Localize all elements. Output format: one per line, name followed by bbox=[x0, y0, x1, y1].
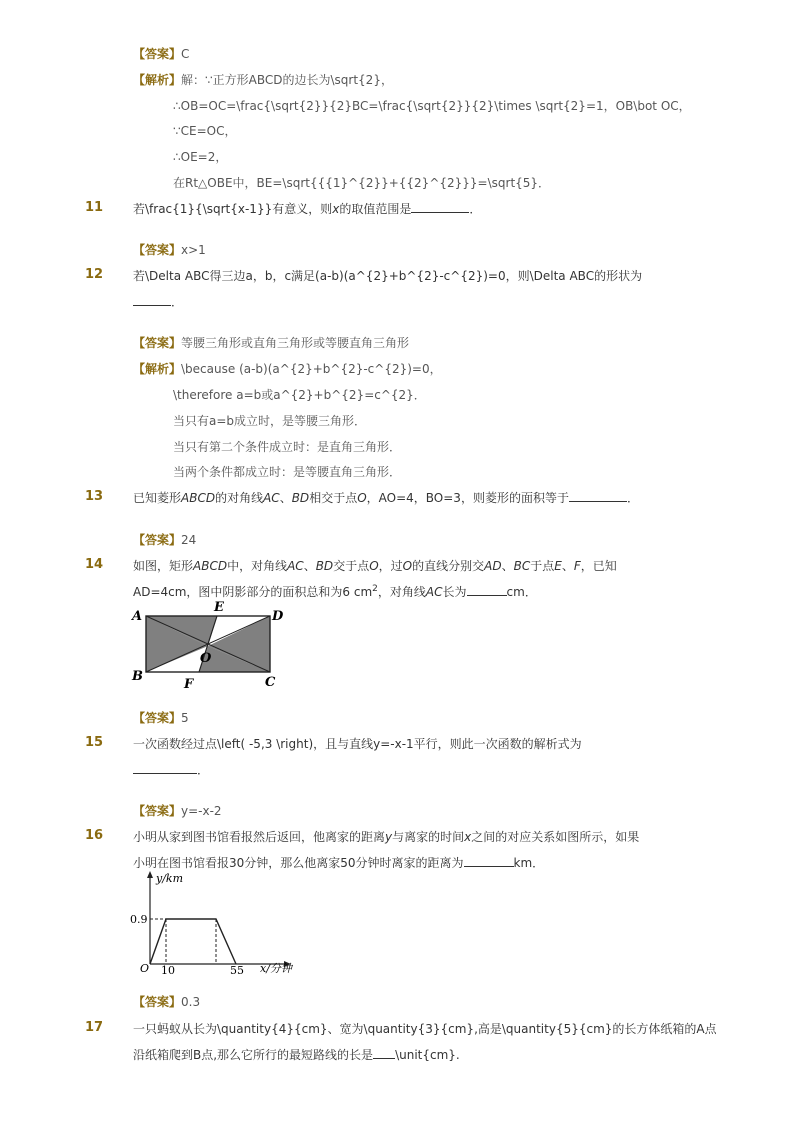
label-f: F bbox=[184, 677, 194, 692]
answer-blank bbox=[411, 202, 469, 213]
question-text: 如图，矩形ABCD中，对角线AC、BD交于点O，过O的直线分别交AD、BC于点E、F，已知 bbox=[133, 559, 617, 573]
answer-text: 24 bbox=[181, 533, 197, 547]
distance-line bbox=[150, 919, 236, 964]
answer-tag: 【答案】 bbox=[133, 711, 182, 725]
y-axis-label: y/km bbox=[156, 872, 184, 885]
analysis-line: 当只有第二个条件成立时：是直角三角形． bbox=[173, 440, 402, 454]
answer-text: x>1 bbox=[181, 243, 206, 257]
answer-tag: 【答案】 bbox=[133, 47, 182, 61]
analysis-line: \therefore a=b或a^{2}+b^{2}=c^{2}． bbox=[173, 388, 426, 402]
analysis-line: 当两个条件都成立时：是等腰直角三角形． bbox=[173, 465, 402, 479]
analysis-line: 当只有a=b成立时，是等腰三角形． bbox=[173, 414, 367, 428]
label-b: B bbox=[132, 669, 143, 684]
analysis-tag: 【解析】 bbox=[133, 73, 182, 87]
question-text: 已知菱形ABCD的对角线AC、BD相交于点O，AO=4，BO=3，则菱形的面积等于 ． bbox=[133, 491, 639, 505]
question-text: 一次函数经过点\left( -5,3 \right)，且与直线y=-x-1平行，则此一次函数的解析式为 bbox=[133, 737, 582, 751]
answer-tag: 【答案】 bbox=[133, 995, 182, 1009]
answer-text: 等腰三角形或直角三角形或等腰直角三角形 bbox=[181, 336, 410, 350]
answer-tag: 【答案】 bbox=[133, 336, 182, 350]
y-tick-label: 0.9 bbox=[130, 913, 148, 926]
analysis-line: ∴OB=OC=\frac{\sqrt{2}}{2}BC=\frac{\sqrt{2}}{2}\times \sqrt{2}=1，OB\bot OC， bbox=[173, 99, 691, 113]
analysis-line: 在Rt△OBE中，BE=\sqrt{{{1}^{2}}+{{2}^{2}}}=\sqrt{5}． bbox=[173, 176, 551, 190]
answer-blank bbox=[373, 1048, 395, 1059]
answer-text: C bbox=[181, 47, 190, 61]
question-text: 小明从家到图书馆看报然后返回，他离家的距离y与离家的时间x之间的对应关系如图所示，如果 bbox=[133, 830, 640, 844]
answer-blank bbox=[133, 763, 197, 774]
rectangle-diagram bbox=[128, 600, 288, 692]
label-c: C bbox=[265, 675, 276, 690]
distance-time-graph bbox=[128, 868, 300, 980]
analysis-line: ∴OE=2， bbox=[173, 150, 228, 164]
answer-text: 0.3 bbox=[181, 995, 201, 1009]
answer-blank bbox=[569, 491, 627, 502]
label-e: E bbox=[214, 600, 224, 615]
question-text: 一只蚂蚁从长为\quantity{4}{cm}、宽为\quantity{3}{cm},高是\quantity{5}{cm}的长方体纸箱的A点 bbox=[133, 1022, 717, 1036]
analysis-line: \because (a-b)(a^{2}+b^{2}-c^{2})=0， bbox=[181, 362, 442, 376]
analysis-tag: 【解析】 bbox=[133, 362, 182, 376]
answer-tag: 【答案】 bbox=[133, 804, 182, 818]
question-number: 11 bbox=[85, 200, 104, 215]
question-number: 12 bbox=[85, 267, 104, 282]
answer-tag: 【答案】 bbox=[133, 533, 182, 547]
question-number: 14 bbox=[85, 557, 104, 572]
analysis-line: 解：∵正方形ABCD的边长为\sqrt{2}， bbox=[181, 73, 393, 87]
question-number: 13 bbox=[85, 489, 104, 504]
origin-label: O bbox=[140, 962, 150, 975]
answer-blank bbox=[133, 295, 171, 306]
question-text: 若\Delta ABC得三边a，b，c满足(a-b)(a^{2}+b^{2}-c^{2})=0，则\Delta ABC的形状为 bbox=[133, 269, 643, 283]
label-d: D bbox=[272, 609, 284, 624]
x-axis-label: x/分钟 bbox=[260, 962, 292, 975]
answer-blank bbox=[467, 585, 507, 596]
answer-tag: 【答案】 bbox=[133, 243, 182, 257]
question-number: 15 bbox=[85, 735, 104, 750]
answer-text: 5 bbox=[181, 711, 189, 725]
x-tick-label-2: 55 bbox=[230, 964, 244, 977]
question-number: 17 bbox=[85, 1020, 104, 1035]
question-text: 若\frac{1}{\sqrt{x-1}}有意义，则x的取值范围是 ． bbox=[133, 202, 482, 216]
answer-text: y=-x-2 bbox=[181, 804, 222, 818]
label-a: A bbox=[132, 609, 143, 624]
question-number: 16 bbox=[85, 828, 104, 843]
answer-blank bbox=[464, 856, 514, 867]
label-o: O bbox=[200, 651, 212, 666]
x-tick-label-1: 10 bbox=[161, 964, 175, 977]
y-axis-arrow bbox=[147, 871, 153, 878]
analysis-line: ∵CE=OC， bbox=[173, 124, 237, 138]
